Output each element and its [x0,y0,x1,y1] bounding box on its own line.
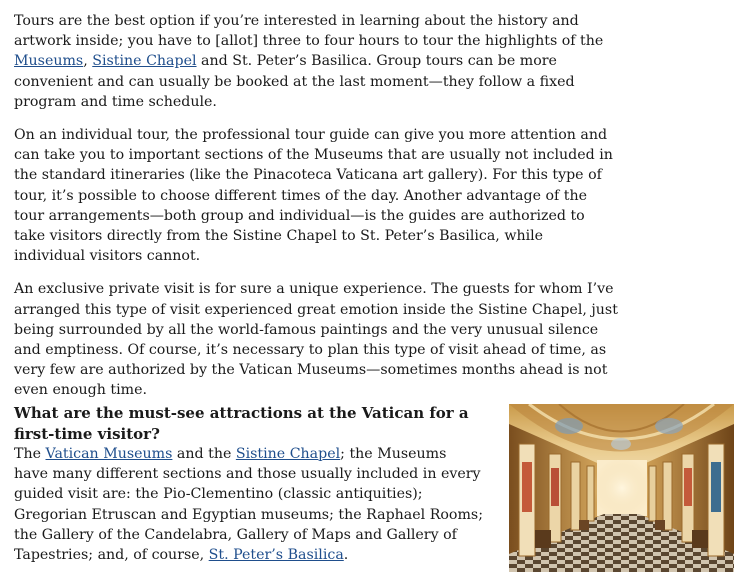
st-peters-basilica-link[interactable]: St. Peter’s Basilica [208,547,344,564]
vatican-museums-link[interactable]: Vatican Museums [45,446,173,462]
paragraph-private-visit: An exclusive private visit is for sure a unique experience. The guests for whom I’ve arranged this type of visit experienced great emotion inside the Sistine Chapel, just being surrounded by all the world-famous paintings and the very unusual silence and emptiness. Of course, it’s necessary to plan this type of visit ahead of time, as very few are authorized by the Vatican Museums—sometimes months ahead is not even enough time. [14,281,618,399]
section-text-b: and the [172,446,236,462]
paragraph-tours [14,11,618,112]
section-text-c: ; the Museums have many different sections and those usually included in every guided visit are: the Pio-Clementino (classic antiquities); Gregorian Etruscan and Egyptian museums; the Raphael Rooms; the Gallery of the Candelabra, Gallery of Maps and Gallery of Tapestries; and, of course, [14,446,483,564]
article-body [14,11,618,414]
section-heading: What are the must-see attractions at the Vatican for a first-time visitor? [14,404,469,443]
paragraph-tours-text-b: , [83,53,93,70]
sistine-chapel-link[interactable]: Sistine Chapel [92,53,197,70]
section-text-d: . [343,547,349,564]
paragraph-tours-text-a: Tours are the best option if you’re interested in learning about the history and artwork inside; you have to [allot] three to four hours to tour the highlights of the [14,13,604,50]
paragraph-tours-text-c: and St. Peter’s Basilica. Group tours can be more convenient and can usually be booked at the last moment—they follow a fixed program and time schedule. [14,53,575,110]
sistine-chapel-link-2[interactable]: Sistine Chapel [235,446,341,462]
section-paragraph [14,444,484,565]
paragraph-individual-tour: On an individual tour, the professional tour guide can give you more attention and can take you to important sections of the Museums that are usually not included in the standard itineraries (like the Pinacoteca Vaticana art gallery). For this type of tour, it’s possible to choose different times of the day. Another advantage of the tour arrangements—both group and individual—is the guides are authorized to take visitors directly from the Sistine Chapel to St. Peter’s Basilica, while individual visitors cannot. [14,127,613,265]
must-see-section [14,403,484,565]
vatican-library-hall-photo [509,404,734,572]
museums-link[interactable]: Museums [14,53,84,70]
section-text-a: The [14,446,46,462]
